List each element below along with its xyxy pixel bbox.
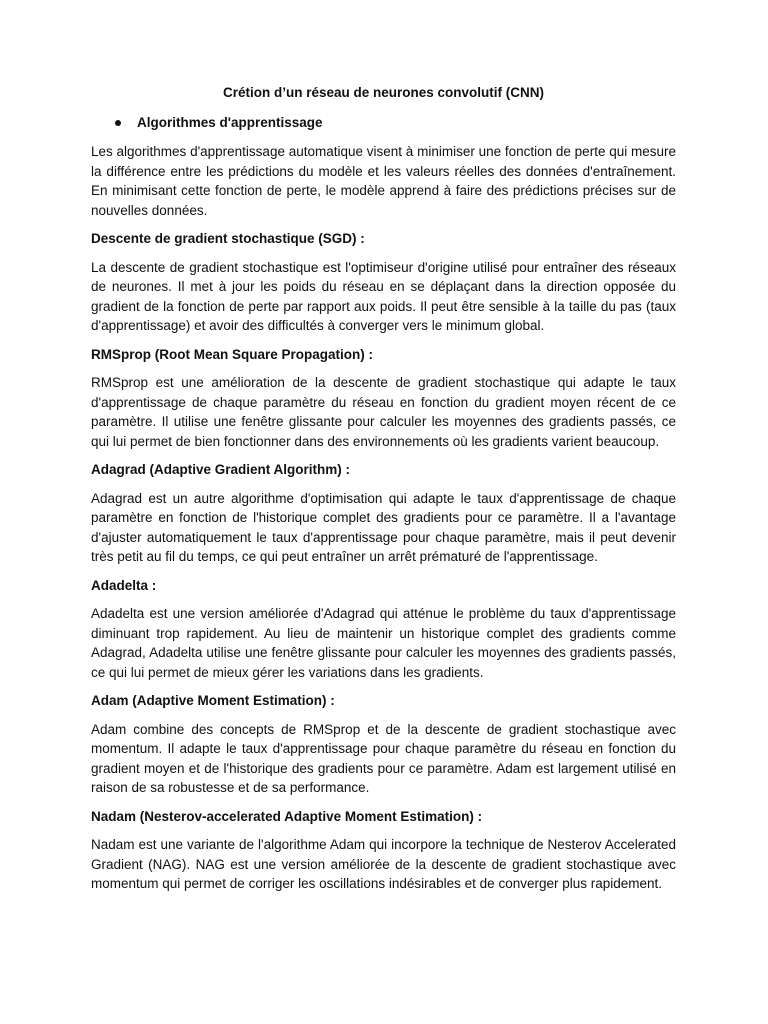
section-nadam xyxy=(91,807,676,894)
bullet-icon xyxy=(115,120,121,126)
section-body: RMSprop est une amélioration de la descente de gradient stochastique qui adapte le taux d'apprentissage de chaque paramètre du réseau en fonction du gradient moyen récent de ce paramètre. Il utilise une fenêtre glissante pour calculer les moyennes des gradients passés, ce qui lui permet de bien fonctionner dans des environnements où les gradients varient beaucoup. xyxy=(91,375,676,449)
section-heading: RMSprop (Root Mean Square Propagation) : xyxy=(91,346,373,362)
intro-paragraph: Les algorithmes d'apprentissage automatique visent à minimiser une fonction de perte qui mesure la différence entre les prédictions du modèle et les valeurs réelles des données d'entraînement. En minimisant cette fonction de perte, le modèle apprend à faire des prédictions précises sur de nouvelles données. xyxy=(91,144,676,218)
section-body: Nadam est une variante de l'algorithme Adam qui incorpore la technique de Nesterov Accelerated Gradient (NAG). NAG est une version améliorée de la descente de gradient stochastique avec momentum qui permet de corriger les oscillations indésirables et de converger plus rapidement. xyxy=(91,837,676,891)
section-body: Adagrad est un autre algorithme d'optimisation qui adapte le taux d'apprentissage de chaque paramètre en fonction de l'historique complet des gradients pour ce paramètre. Il a l'avantage d'ajuster automatiquement le taux d'apprentissage pour chaque paramètre, mais il peut devenir très petit au fil du temps, ce qui peut entraîner un arrêt prématuré de l'apprentissage. xyxy=(91,490,676,564)
section-heading: Descente de gradient stochastique (SGD) : xyxy=(91,231,365,246)
section-heading: Nadam (Nesterov-accelerated Adaptive Moment Estimation) : xyxy=(91,808,483,824)
bullet-heading-text: Algorithmes d'apprentissage xyxy=(137,115,323,130)
section-heading: Adam (Adaptive Moment Estimation) : xyxy=(91,693,335,708)
section-body: Adadelta est une version améliorée d'Adagrad qui atténue le problème du taux d'apprentissage diminuant trop rapidement. Au lieu de maintenir un historique complet des gradients comme Adagrad, Adadelta utilise une fenêtre glissante pour calculer les moyennes des gradients passés, ce qui lui permet de mieux gérer les variations dans les gradients. xyxy=(91,606,676,680)
section-heading: Adagrad (Adaptive Gradient Algorithm) : xyxy=(91,462,351,477)
section-adadelta xyxy=(91,576,676,683)
document-title: Crétion d’un réseau de neurones convolutif (CNN) xyxy=(222,85,545,100)
document-page xyxy=(91,83,676,903)
section-body: La descente de gradient stochastique est l'optimiseur d'origine utilisé pour entraîner des réseaux de neurones. Il met à jour les poids du réseau en se déplaçant dans la direction opposée du gradient de la fonction de perte par rapport aux poids. Il peut être sensible à la taille du pas (taux d'apprentissage) et avoir des difficultés à converger vers le minimum global. xyxy=(91,259,676,333)
section-adagrad xyxy=(91,460,676,567)
section-rmsprop xyxy=(91,345,676,452)
section-adam xyxy=(91,691,676,798)
bullet-heading xyxy=(115,113,676,133)
section-heading: Adadelta : xyxy=(91,577,157,593)
section-body: Adam combine des concepts de RMSprop et de la descente de gradient stochastique avec momentum. Il adapte le taux d'apprentissage pour chaque paramètre du réseau en fonction du gradient moyen et de l'historique des gradients pour ce paramètre. Adam est largement utilisé en raison de sa robustesse et de sa performance. xyxy=(91,721,676,795)
section-sgd xyxy=(91,229,676,336)
